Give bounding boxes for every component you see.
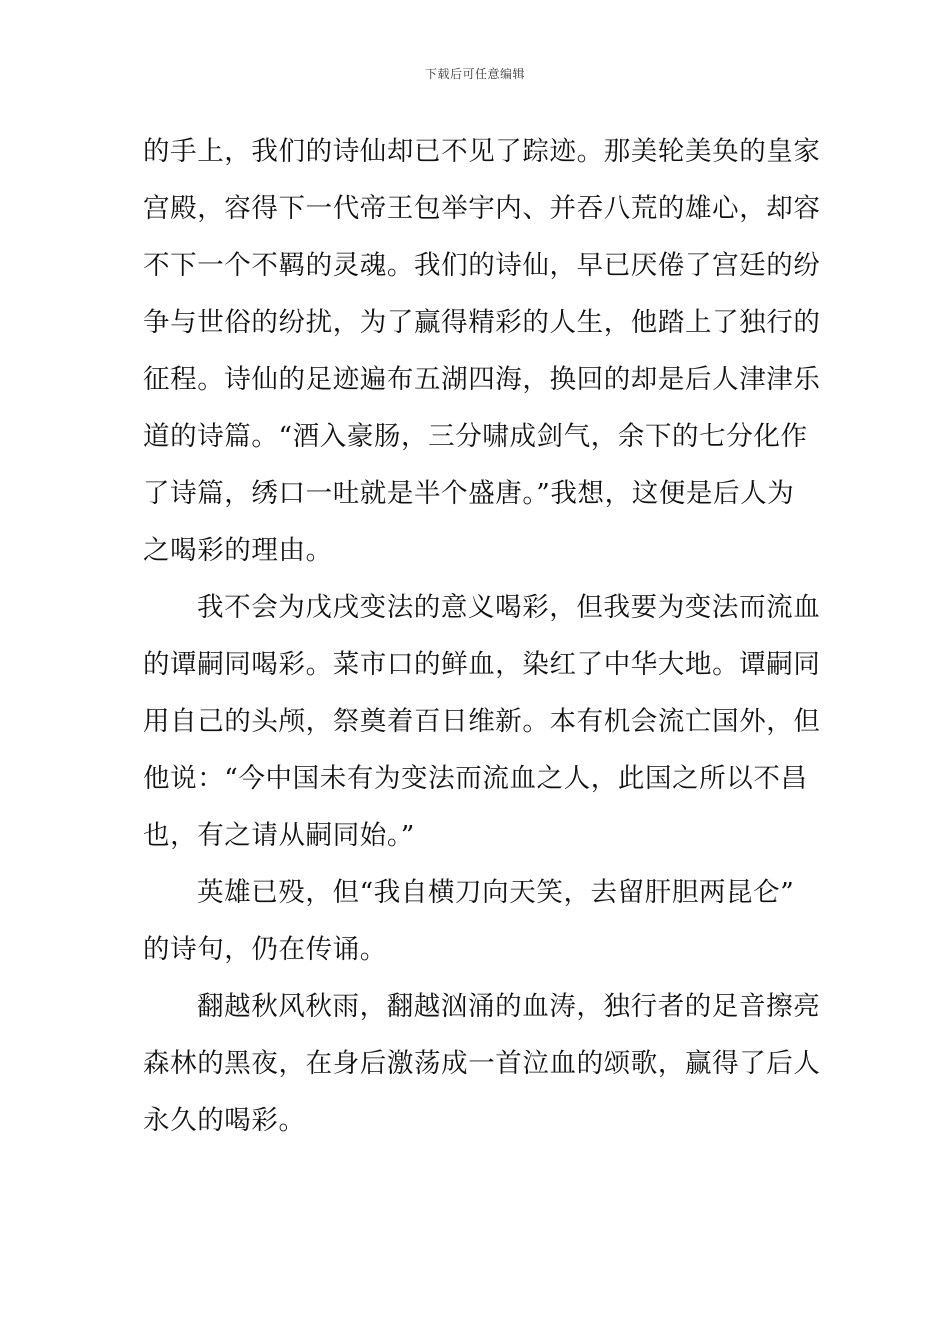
text-line: 也，有之请从嗣同始。”	[143, 820, 415, 851]
document-body	[143, 123, 821, 1149]
paragraph-first-line: 英雄已殁，但“我自横刀向天笑，去留肝胆两昆仑”	[197, 877, 795, 908]
paragraph-first-line: 翻越秋风秋雨，翻越汹涌的血涛，独行者的足音擦亮	[197, 991, 821, 1022]
text-line: 的手上，我们的诗仙却已不见了踪迹。那美轮美奂的皇家	[143, 136, 821, 167]
text-line: 之喝彩的理由。	[143, 535, 333, 566]
text-line: 道的诗篇。“酒入豪肠，三分啸成剑气，余下的七分化作	[143, 421, 808, 452]
text-line: 争与世俗的纷扰，为了赢得精彩的人生，他踏上了独行的	[143, 307, 821, 338]
text-line: 他说：“今中国未有为变法而流血之人，此国之所以不昌	[143, 763, 808, 794]
text-line: 森林的黑夜，在身后激荡成一首泣血的颂歌，赢得了后人	[143, 1048, 821, 1079]
text-line: 了诗篇，绣口一吐就是半个盛唐。”我想，这便是后人为	[143, 478, 795, 509]
text-line: 征程。诗仙的足迹遍布五湖四海，换回的却是后人津津乐	[143, 364, 821, 395]
header-note: 下载后可任意编辑	[424, 67, 525, 81]
text-line: 不下一个不羁的灵魂。我们的诗仙，早已厌倦了宫廷的纷	[143, 250, 821, 281]
paragraph-first-line: 我不会为戊戌变法的意义喝彩，但我要为变法而流血	[197, 592, 821, 623]
text-line: 用自己的头颅，祭奠着百日维新。本有机会流亡国外，但	[143, 706, 821, 737]
text-line: 的诗句，仍在传诵。	[143, 934, 387, 965]
text-line: 的谭嗣同喝彩。菜市口的鲜血，染红了中华大地。谭嗣同	[143, 649, 821, 680]
text-line: 永久的喝彩。	[143, 1105, 306, 1136]
text-line: 宫殿，容得下一代帝王包举宇内、并吞八荒的雄心，却容	[143, 193, 821, 224]
